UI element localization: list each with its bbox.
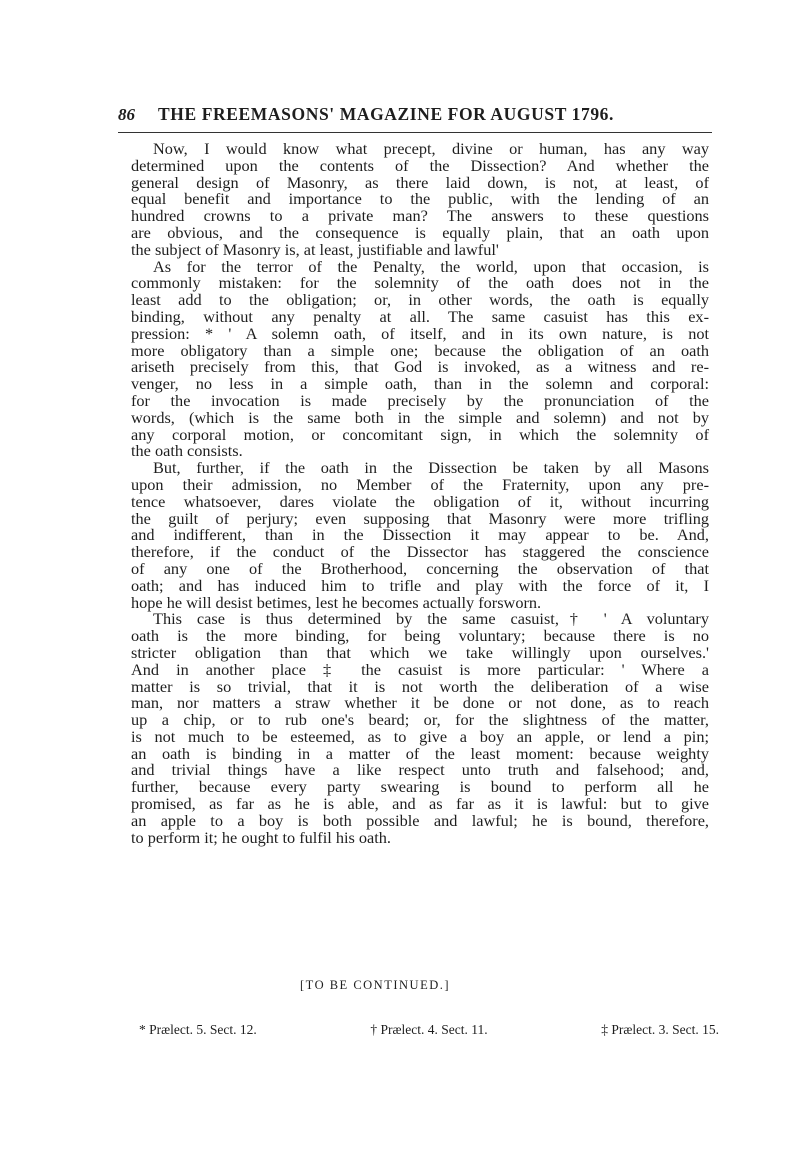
text-line: are obvious, and the consequence is equally plain, that an oath upon (131, 222, 709, 242)
text-line: an apple to a boy is both possible and lawful; he is bound, therefore, (131, 810, 709, 830)
text-line: therefore, if the conduct of the Dissector has staggered the conscience (131, 542, 709, 562)
text-line: binding, without any penalty at all. The same casuist has this ex- (131, 306, 709, 326)
text-line: is not much to be esteemed, as to give a boy an apple, or lend a pin; (131, 726, 709, 746)
text-line: the oath consists. (131, 441, 243, 461)
page-header (118, 104, 710, 128)
text-line: hundred crowns to a private man? The answers to these questions (131, 206, 709, 226)
text-line: tence whatsoever, dares violate the obligation of it, without incurring (131, 491, 709, 511)
text-line: for the invocation is made precisely by the pronunciation of the (131, 390, 709, 410)
footnote-3: ‡ Prælect. 3. Sect. 15. (601, 1022, 719, 1037)
text-line: of any one of the Brotherhood, concerning the observation of that (131, 558, 709, 578)
text-line: oath; and has induced him to trifle and play with the force of it, I (131, 575, 709, 595)
text-line: matter is so trivial, that it is not worth the deliberation of a wise (131, 676, 709, 696)
text-line: more obligatory than a simple one; because the obligation of an oath (131, 340, 709, 360)
text-line: oath is the more binding, for being voluntary; because there is no (131, 626, 709, 646)
text-line: As for the terror of the Penalty, the world, upon that occasion, is (153, 256, 709, 276)
footnote-1: * Prælect. 5. Sect. 12. (139, 1022, 257, 1037)
text-line: Now, I would know what precept, divine or human, has any way (153, 139, 709, 158)
text-line: to perform it; he ought to fulfil his oath. (131, 827, 392, 847)
text-line: words, (which is the same both in the simple and solemn) and not by (131, 407, 709, 427)
text-line: equal benefit and importance to the public, with the lending of an (131, 189, 709, 209)
text-line: And in another place ‡ the casuist is more particular: ' Where a (131, 659, 709, 679)
text-line: and indifferent, than in the Dissection it may appear to be. And, (131, 525, 709, 545)
text-line: hope he will desist betimes, lest he becomes actually forsworn. (131, 592, 542, 612)
continued-notice: [TO BE CONTINUED.] (300, 978, 451, 992)
text-line: any corporal motion, or concomitant sign, in which the solemnity of (131, 424, 709, 444)
text-line: further, because every party swearing is bound to perform all he (131, 777, 709, 797)
header-rule (118, 132, 712, 133)
text-line: This case is thus determined by the same casuist,† ' A voluntary (153, 609, 709, 629)
text-line: promised, as far as he is able, and as far as it is lawful: but to give (131, 794, 709, 814)
text-line: least add to the obligation; or, in other words, the oath is equally (131, 290, 709, 310)
text-line: up a chip, or to rub one's beard; or, for the slightness of the matter, (131, 710, 709, 730)
text-line: But, further, if the oath in the Dissection be taken by all Masons (153, 458, 709, 478)
text-line: and trivial things have a like respect unto truth and falsehood; and, (131, 760, 709, 780)
text-line: man, nor matters a straw whether it be done or not done, as to reach (131, 693, 709, 713)
text-line: pression: * ' A solemn oath, of itself, and in its own nature, is not (131, 323, 709, 343)
text-line: the subject of Masonry is, at least, justifiable and lawful' (131, 239, 499, 259)
text-line: venger, no less in a simple oath, than in the solemn and corporal: (131, 374, 709, 394)
text-line: general design of Masonry, as there laid down, is not, at least, of (131, 172, 709, 192)
text-line: upon their admission, no Member of the Fraternity, upon any pre- (131, 474, 709, 494)
text-line: an oath is binding in a matter of the least moment: because weighty (131, 743, 709, 763)
text-line: ariseth precisely from this, that God is invoked, as a witness and re- (131, 357, 709, 377)
footnote-2: † Prælect. 4. Sect. 11. (370, 1022, 488, 1037)
article-body (131, 141, 709, 846)
text-line: commonly mistaken: for the solemnity of the oath does not in the (131, 273, 709, 293)
text-line: the guilt of perjury; even supposing that Masonry were more trifling (131, 508, 709, 528)
page-number: 86 (118, 105, 135, 124)
text-line: determined upon the contents of the Dissection? And whether the (131, 155, 709, 175)
text-line: stricter obligation than that which we take willingly upon ourselves.' (131, 642, 709, 662)
footnotes (139, 1022, 719, 1038)
running-title: THE FREEMASONS' MAGAZINE FOR AUGUST 1796. (158, 104, 614, 124)
